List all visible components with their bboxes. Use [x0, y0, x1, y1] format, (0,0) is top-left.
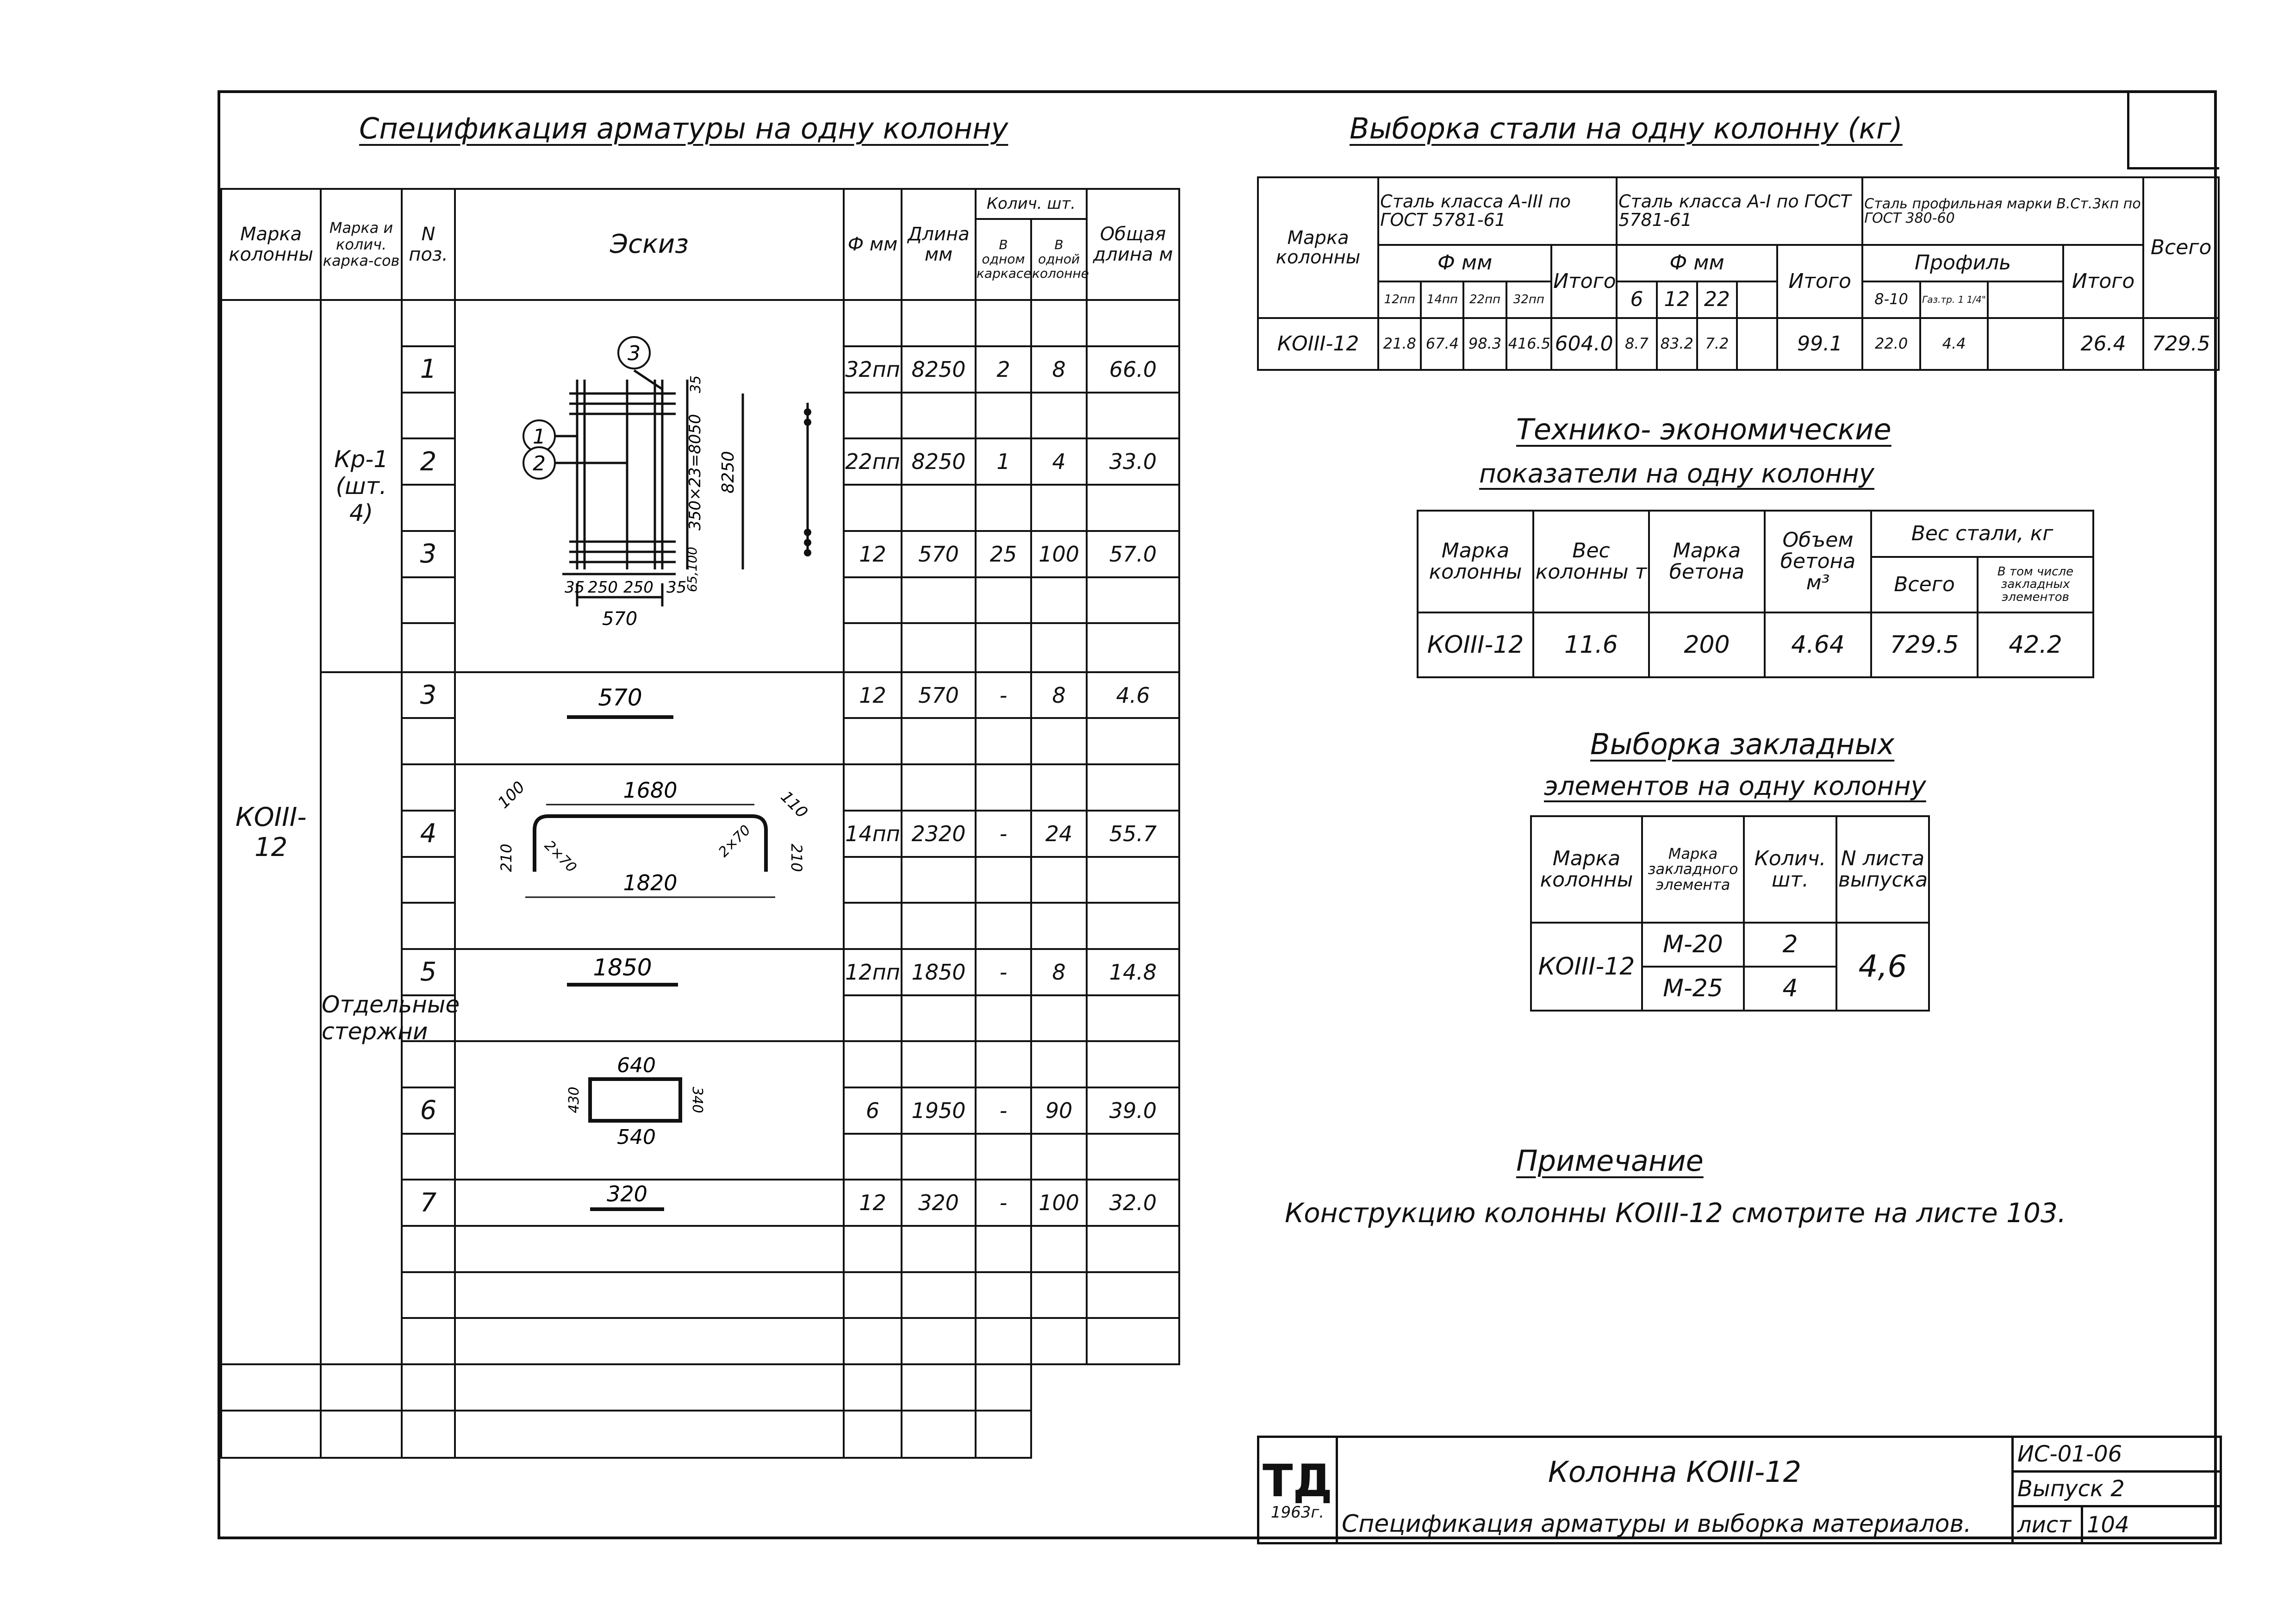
emb-title-2: элементов на одну колонну [1544, 771, 1926, 801]
spec-table: Марка колонны Марка и колич. карка-сов N поз. Эскиз Ф мм Длина мм Колич. шт. Общая длина м В одном каркасе В одной колонне КОIII-12 Кр-1 (шт. 4) 3 1 2 35 350×23=8050 8250 65,100 35 250 250 35 570 1 32пп 8250 2 8 66.0 2 22пп 8250 1 4 33.0 3 12 570 25 100 57.0 Отдельные стержни 3 570 12 570 - 8 4.6 1680 1820 100 110 210 210 2×70 2×70 4 14пп 2320 - 24 55.7 5 1850 12пп 1850 - 8 14.8 640 540 430 340 6 6 1950 - 90 39.0 7 320 12 320 - 100 32.0 [220, 188, 1180, 1459]
hdr-length: Длина мм [902, 189, 976, 300]
hdr-qty-column: В одной колонне [1031, 219, 1087, 300]
spec-title: Спецификация арматуры на одну колонну [359, 112, 1008, 145]
hdr-column-mark: Марка колонны [221, 189, 321, 300]
svg-text:2×70: 2×70 [715, 822, 754, 861]
hdr-diameter: Ф мм [844, 189, 902, 300]
sketch-bar-3 [455, 672, 844, 764]
svg-text:570: 570 [598, 684, 642, 711]
hdr-pos: N поз. [402, 189, 455, 300]
svg-text:100: 100 [494, 778, 529, 812]
sketch-bar-7 [455, 1180, 844, 1226]
svg-text:250: 250 [623, 578, 653, 597]
svg-text:65,100: 65,100 [684, 547, 700, 593]
tech-title-2: показатели на одну колонну [1479, 459, 1874, 489]
pos-5: 5 [402, 949, 455, 995]
hdr-total-length: Общая длина м [1087, 189, 1179, 300]
sketch-cage [455, 300, 844, 672]
td-logo: ТД [1263, 1455, 1332, 1507]
svg-text:3: 3 [628, 342, 641, 366]
pos-3: 3 [402, 531, 455, 577]
svg-text:1: 1 [533, 425, 546, 449]
sketch-bar-5 [455, 949, 844, 1041]
svg-text:110: 110 [777, 787, 811, 822]
pos-6: 6 [402, 1087, 455, 1134]
tech-table: Марка колонны Вес колонны т Марка бетона Объем бетона м³ Вес стали, кг Всего В том числе закладных элементов КОIII-12 11.6 200 4.64 729.5 42.2 [1417, 510, 2094, 678]
svg-text:570: 570 [602, 608, 638, 630]
group-separate: Отдельные стержни [321, 672, 402, 1364]
svg-text:1820: 1820 [623, 870, 678, 896]
svg-text:35: 35 [688, 375, 704, 394]
title-block: ТД 1963г. Колонна КОIII-12 ИС-01-06 Выпуск 2 Спецификация арматуры и выборка материалов. лист 104 [1257, 1436, 2222, 1544]
column-mark-cell: КОIII-12 [221, 300, 321, 1364]
tech-title-1: Технико- экономические [1516, 412, 1892, 446]
svg-text:320: 320 [607, 1181, 647, 1207]
steel-table: Марка колонны Сталь класса А-III по ГОСТ 5781-61 Сталь класса А-I по ГОСТ 5781-61 Сталь профильная марки В.Ст.3кп по ГОСТ 380-60 Всего Ф мм Итого Ф мм Итого Профиль Итого 12пп 14пп 22пп 32пп 6 12 22 8-10 Газ.тр. 1 1/4" КОIII-12 21.8 67.4 98.3 416.5 604.0 8.7 83.2 7.2 99.1 22.0 4.4 26.4 729.5 [1257, 176, 2220, 371]
pos-7: 7 [402, 1180, 455, 1226]
hdr-qty-cage: В одном каркасе [976, 219, 1031, 300]
pos-4: 4 [402, 811, 455, 857]
svg-text:210: 210 [498, 843, 515, 872]
svg-text:1680: 1680 [623, 778, 678, 803]
sketch-bar-4 [455, 764, 844, 949]
svg-text:640: 640 [617, 1054, 656, 1078]
hdr-qty: Колич. шт. [976, 189, 1087, 219]
svg-text:1850: 1850 [593, 954, 652, 981]
title-issue: Выпуск 2 [2013, 1472, 2221, 1506]
note-title: Примечание [1516, 1144, 1704, 1178]
svg-text:340: 340 [689, 1087, 705, 1113]
hdr-sketch: Эскиз [455, 189, 844, 300]
drawing-sheet [218, 90, 2217, 1539]
svg-text:35: 35 [565, 578, 585, 597]
steel-title: Выборка стали на одну колонну (кг) [1350, 112, 1903, 145]
note-text: Конструкцию колонны КОIII-12 смотрите на листе 103. [1285, 1197, 2066, 1229]
svg-text:2×70: 2×70 [541, 837, 580, 876]
title-sheet-no: 104 [2082, 1506, 2221, 1543]
group-cage: Кр-1 (шт. 4) [321, 300, 402, 672]
cage-drawing [456, 301, 844, 669]
emb-title-1: Выборка закладных [1590, 727, 1895, 761]
title-code: ИС-01-06 [2013, 1437, 2221, 1472]
steel-row-mark: КОIII-12 [1258, 318, 1378, 370]
embedded-table: Марка колонны Марка закладного элемента Колич. шт. N листа выпуска КОIII-12 М-20 2 4,6 М-25 4 [1530, 815, 1930, 1012]
svg-text:430: 430 [566, 1087, 582, 1113]
svg-text:210: 210 [788, 843, 805, 872]
svg-text:350×23=8050: 350×23=8050 [686, 414, 704, 531]
pos-1: 1 [402, 346, 455, 393]
sketch-bar-6 [455, 1041, 844, 1180]
title-desc: Спецификация арматуры и выборка материалов. [1337, 1506, 2013, 1543]
svg-text:35: 35 [666, 578, 687, 597]
svg-text:2: 2 [533, 452, 546, 476]
pos-2: 2 [402, 438, 455, 485]
pos-3b: 3 [402, 672, 455, 718]
hdr-cage-mark: Марка и колич. карка-сов [321, 189, 402, 300]
svg-text:540: 540 [617, 1125, 656, 1149]
svg-text:250: 250 [588, 578, 618, 597]
title-name: Колонна КОIII-12 [1337, 1437, 2013, 1506]
svg-text:8250: 8250 [719, 451, 738, 494]
